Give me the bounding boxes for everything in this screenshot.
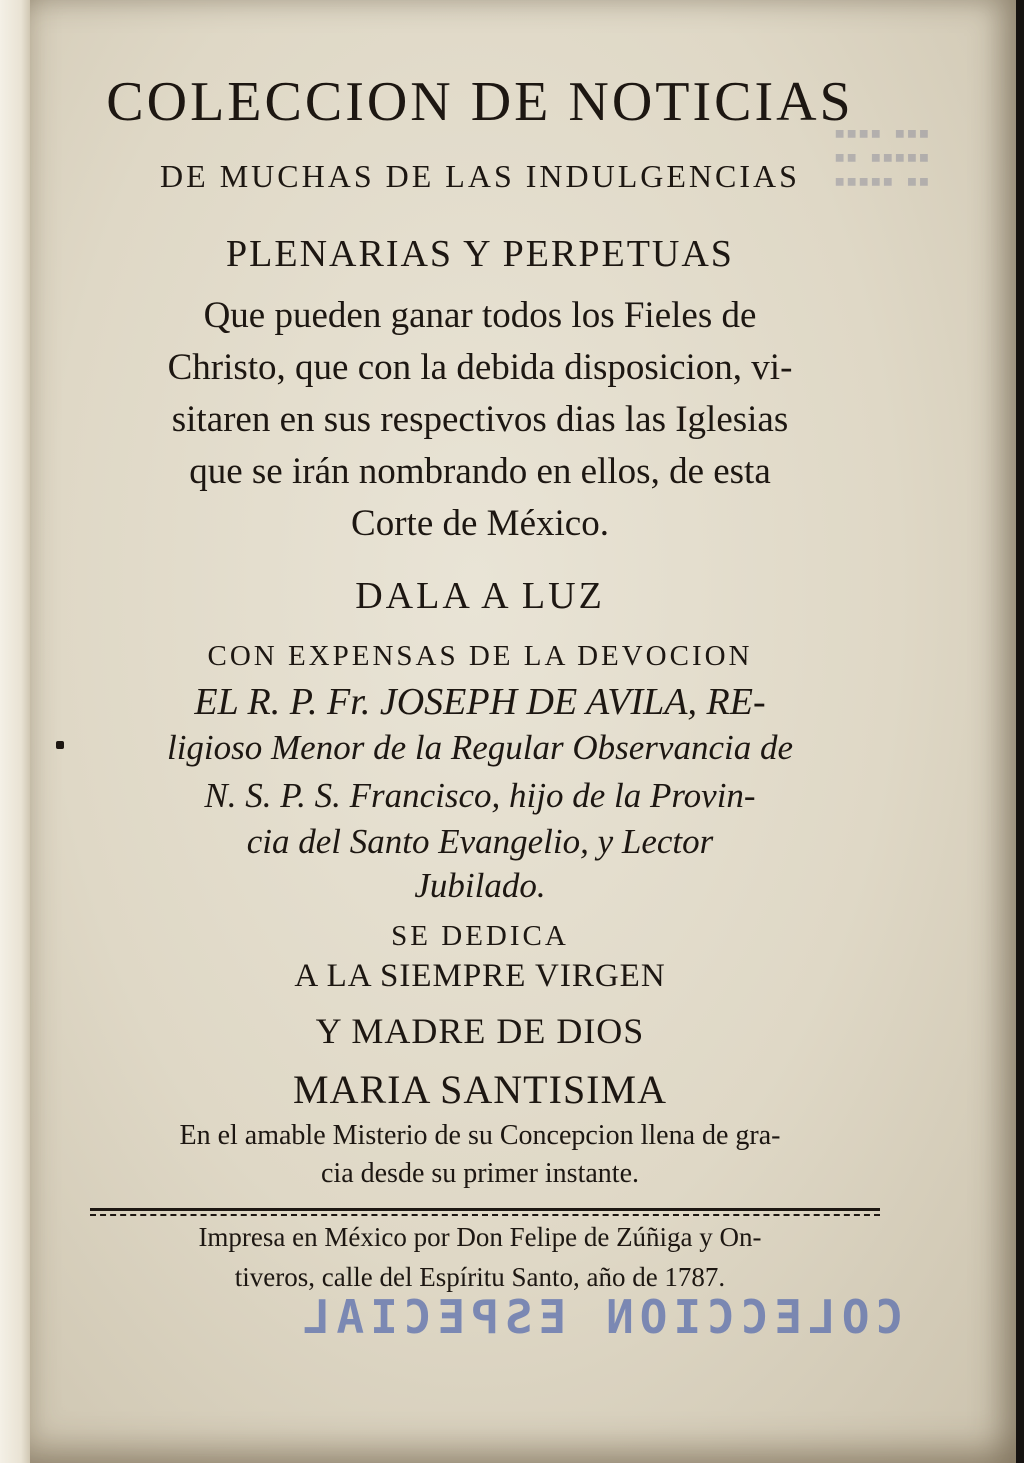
subtitle-line-2: PLENARIAS Y PERPETUAS xyxy=(226,233,734,275)
divider-rule-thin xyxy=(90,1214,880,1216)
con-expensas: CON EXPENSAS DE LA DEVOCION xyxy=(207,640,753,672)
imprint-line: tiveros, calle del Espíritu Santo, año de 1787. xyxy=(234,1262,726,1292)
author-line: cia del Santo Evangelio, y Lector xyxy=(246,822,714,861)
dedication-line: Y MADRE DE DIOS xyxy=(315,1011,645,1051)
dedication-line: MARIA SANTISIMA xyxy=(293,1067,667,1112)
book-title: COLECCION DE NOTICIAS xyxy=(106,71,854,133)
author-line: Jubilado. xyxy=(414,866,546,905)
author-line: N. S. P. S. Francisco, hijo de la Provin- xyxy=(204,776,756,815)
mystery-line: En el amable Misterio de su Concepcion llena de gra- xyxy=(179,1120,781,1151)
author-line: ligioso Menor de la Regular Observancia de xyxy=(166,728,793,767)
description-line: sitaren en sus respectivos dias las Iglesias xyxy=(171,399,789,440)
description-line: Christo, que con la debida disposicion, vi- xyxy=(167,347,793,388)
author-line: EL R. P. Fr. JOSEPH DE AVILA, RE- xyxy=(194,681,766,723)
show-through-stamp: ▪▪▪ ▪▪▪▪ ▪▪▪▪▪ ▪▪ ▪▪ ▪▪▪▪▪ xyxy=(833,120,930,192)
description-line: que se irán nombrando en ellos, de esta xyxy=(189,451,771,492)
dedication-line: SE DEDICA xyxy=(391,920,569,952)
book-right-edge xyxy=(1016,0,1024,1463)
divider-rule xyxy=(90,1208,880,1211)
library-stamp: COLECCION ESPECIAL xyxy=(296,1290,904,1344)
subtitle-line-1: DE MUCHAS DE LAS INDULGENCIAS xyxy=(160,158,800,194)
dedication-line: A LA SIEMPRE VIRGEN xyxy=(294,958,666,994)
imprint-line: Impresa en México por Don Felipe de Zúñiga y On- xyxy=(198,1222,762,1252)
dala-a-luz: DALA A LUZ xyxy=(355,575,605,617)
mystery-line: cia desde su primer instante. xyxy=(320,1158,639,1189)
description-line: Corte de México. xyxy=(351,503,609,544)
description-line: Que pueden ganar todos los Fieles de xyxy=(203,295,757,336)
